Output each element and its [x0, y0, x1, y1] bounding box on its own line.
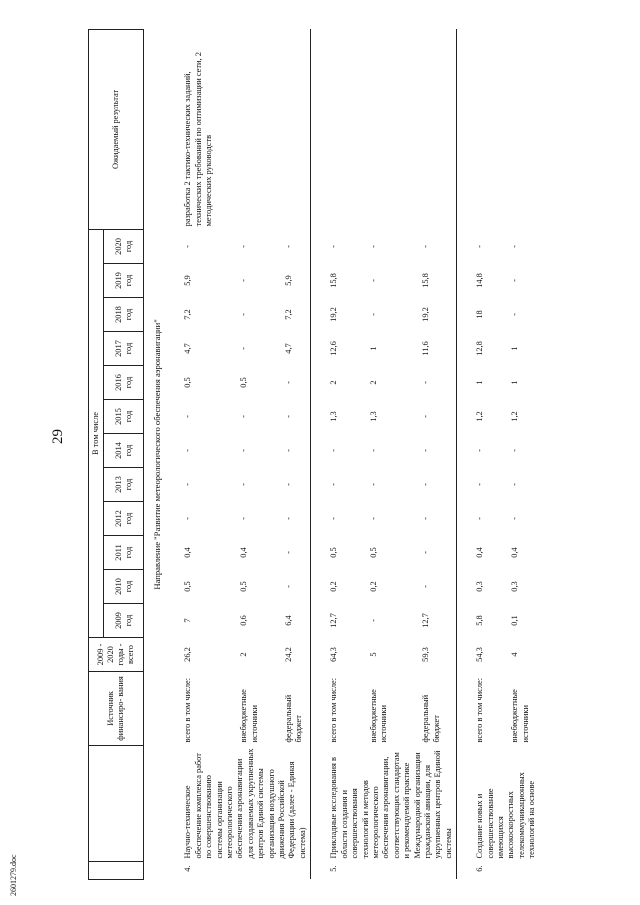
row-year-value: 1 [457, 366, 493, 400]
row-year-value: 0,3 [457, 570, 493, 604]
row-year-value: 18 [457, 298, 493, 332]
row-name: Научно-техническое обеспечение комплекса работ по совершенствованию системы организации метеорологического обеспечения аэронавигации для создаваемых укрупненных центров Единой системы организации воздушного движения Российской Федерации (далее - Единая система) [183, 748, 307, 859]
row-year-value: 0,2 [311, 570, 351, 604]
row-year-value: 1,3 [311, 400, 351, 434]
row-name: Создание новых и совершенствование имеющихся высокоскоростных телекоммуникационных технологий на основе [457, 746, 540, 862]
row-year-value: 1,3 [368, 411, 378, 422]
row-year-value: - [510, 245, 520, 248]
row-year-value: 0,6 [239, 615, 249, 626]
row-year-value: 2 [311, 366, 351, 400]
row-year-value: - [239, 279, 249, 282]
file-code: 2601279.doc [9, 854, 18, 896]
row-year-value: 12,8 [457, 332, 493, 366]
row-source: федеральный бюджет [421, 694, 441, 743]
row-year-value: - [368, 279, 378, 282]
row-result [351, 29, 404, 229]
row-year-value: 2 [368, 380, 378, 385]
page-number: 29 [50, 429, 66, 444]
row-year-value: 14,8 [457, 264, 493, 298]
row-number: 6. [457, 862, 540, 880]
row-year-value: - [510, 517, 520, 520]
row-year-value: - [283, 381, 293, 384]
row-year-value: - [510, 483, 520, 486]
direction-row [144, 29, 166, 879]
row-year-value: 1 [368, 346, 378, 351]
row-year-value: - [421, 415, 431, 418]
header-year: 2009 год [104, 604, 144, 638]
row-source: внебюджетные источники [510, 689, 530, 743]
row-year-value: - [183, 415, 193, 418]
row-source: федеральный бюджет [283, 694, 304, 743]
row-year-value: 0,5 [183, 581, 193, 592]
row-year-value: - [421, 449, 431, 452]
row-year-value: 0,5 [183, 377, 193, 388]
header-year: 2020 год [104, 229, 144, 263]
row-total: 54,3 [457, 638, 493, 672]
row-year-value: 7,2 [183, 309, 193, 320]
row-year-value: - [183, 517, 193, 520]
row-year-value: - [457, 229, 493, 263]
row-result [221, 29, 265, 229]
row-year-value: 5,9 [183, 275, 193, 286]
row-year-value: 5,8 [457, 604, 493, 638]
row-year-value: - [510, 449, 520, 452]
row-year-value: - [421, 585, 431, 588]
row-year-value: 5,9 [283, 275, 293, 286]
table-row [457, 29, 493, 879]
row-year-value: 19,2 [421, 307, 431, 322]
header-no [89, 862, 144, 880]
header-year: 2012 год [104, 502, 144, 536]
row-year-value: 11,6 [421, 341, 431, 356]
row-year-value: 0,2 [368, 581, 378, 592]
row-year-value: - [239, 483, 249, 486]
row-result [311, 29, 351, 229]
rotated-table-container [88, 30, 624, 880]
row-year-value: - [283, 483, 293, 486]
row-year-value: - [421, 551, 431, 554]
row-result: разработка 2 тактико-технических заданий, технических требований по оптимизации сети, 2 методических руководств [183, 52, 214, 227]
row-year-value: - [239, 347, 249, 350]
row-year-value: - [239, 517, 249, 520]
row-year-value: - [311, 468, 351, 502]
row-year-value: 4,7 [183, 343, 193, 354]
row-year-value: 15,8 [311, 264, 351, 298]
row-year-value: 0,3 [510, 581, 520, 592]
row-year-value: - [368, 483, 378, 486]
header-year: 2010 год [104, 570, 144, 604]
row-year-value: 0,4 [183, 547, 193, 558]
header-year: 2016 год [104, 366, 144, 400]
row-result [492, 29, 539, 229]
row-year-value: 1,2 [510, 411, 520, 422]
table-body [144, 29, 540, 879]
row-year-value: 0,1 [510, 615, 520, 626]
row-year-value: 0,4 [239, 547, 249, 558]
row-year-value: 0,4 [457, 536, 493, 570]
row-year-value: 7 [183, 618, 193, 623]
row-source: всего в том числе: [183, 677, 193, 743]
direction-label: Направление "Развитие метеорологического обеспечения аэронавигации" [152, 319, 162, 590]
header-in-that: В том числе [89, 229, 104, 637]
row-year-value: 1,2 [457, 400, 493, 434]
header-year: 2019 год [104, 264, 144, 298]
row-year-value: - [283, 551, 293, 554]
row-year-value: - [421, 517, 431, 520]
table-row [311, 29, 351, 879]
row-year-value: - [183, 483, 193, 486]
row-year-value: - [283, 449, 293, 452]
header-year: 2018 год [104, 298, 144, 332]
row-year-value: - [510, 313, 520, 316]
row-year-value: 12,7 [421, 613, 431, 628]
row-total: 2 [239, 652, 249, 657]
row-year-value: 7,2 [283, 309, 293, 320]
row-result [403, 29, 456, 229]
row-year-value: - [421, 381, 431, 384]
header-name [89, 746, 144, 862]
row-total: 59,3 [421, 647, 431, 662]
row-name: Прикладные исследования в области создания и совершенствования технологий и методов метеорологического обеспечения аэронавигации, соответствующих стандартам и рекомендуемой практике Международной организации гражданской авиации, для укрупненных центров Единой системы [311, 746, 457, 862]
row-year-value: 12,6 [311, 332, 351, 366]
row-total: 64,3 [311, 638, 351, 672]
row-year-value: - [283, 517, 293, 520]
table-header [89, 29, 144, 879]
row-year-value: 19,2 [311, 298, 351, 332]
row-year-value: 0,4 [510, 547, 520, 558]
header-year: 2015 год [104, 400, 144, 434]
row-year-value: - [311, 502, 351, 536]
row-year-value: - [239, 415, 249, 418]
row-year-value: - [283, 415, 293, 418]
row-year-value: - [239, 313, 249, 316]
row-year-value: 1 [510, 346, 520, 351]
row-year-value: - [283, 585, 293, 588]
row-source: внебюджетные источники [239, 689, 259, 743]
row-year-value: - [457, 468, 493, 502]
row-year-value: - [283, 245, 293, 248]
row-year-value: 0,5 [239, 581, 249, 592]
row-year-value: - [311, 434, 351, 468]
row-year-value: 15,8 [421, 273, 431, 288]
row-total: 5 [368, 652, 378, 657]
row-year-value: 0,5 [368, 547, 378, 558]
row-year-value: 4,7 [283, 343, 293, 354]
row-total: 4 [510, 652, 520, 657]
row-result [266, 29, 311, 229]
row-year-value: - [368, 619, 378, 622]
row-year-value: 12,7 [311, 604, 351, 638]
row-year-value: 0,5 [239, 377, 249, 388]
row-year-value: - [311, 229, 351, 263]
row-year-value: - [421, 483, 431, 486]
row-year-value: - [457, 502, 493, 536]
header-year: 2013 год [104, 468, 144, 502]
row-year-value: - [239, 245, 249, 248]
header-result: Ожидаемый результат [89, 29, 144, 229]
row-number: 4. [183, 865, 193, 872]
row-year-value: - [239, 449, 249, 452]
row-total: 24,2 [283, 647, 293, 662]
row-number: 5. [311, 862, 457, 880]
header-year: 2017 год [104, 332, 144, 366]
row-year-value: - [510, 279, 520, 282]
row-year-value: 0,5 [311, 536, 351, 570]
row-year-value: - [421, 245, 431, 248]
row-year-value: - [457, 434, 493, 468]
header-total: 2009 - 2020 годы - всего [89, 638, 144, 672]
row-source: всего в том числе: [457, 672, 493, 746]
row-year-value: 6,4 [283, 615, 293, 626]
financing-table [88, 29, 540, 880]
row-year-value: - [183, 449, 193, 452]
row-source: всего в том числе: [311, 672, 351, 746]
row-year-value: - [183, 245, 193, 248]
row-source: внебюджетные источники [368, 689, 389, 743]
header-year: 2014 год [104, 434, 144, 468]
row-year-value: - [368, 245, 378, 248]
table-row [165, 29, 221, 879]
header-year: 2011 год [104, 536, 144, 570]
row-year-value: - [368, 517, 378, 520]
row-total: 26,2 [183, 647, 193, 662]
row-result [457, 29, 493, 229]
row-year-value: 1 [510, 380, 520, 385]
header-source: Источник финансиро- вания [89, 672, 144, 746]
row-year-value: - [368, 313, 378, 316]
row-year-value: - [368, 449, 378, 452]
